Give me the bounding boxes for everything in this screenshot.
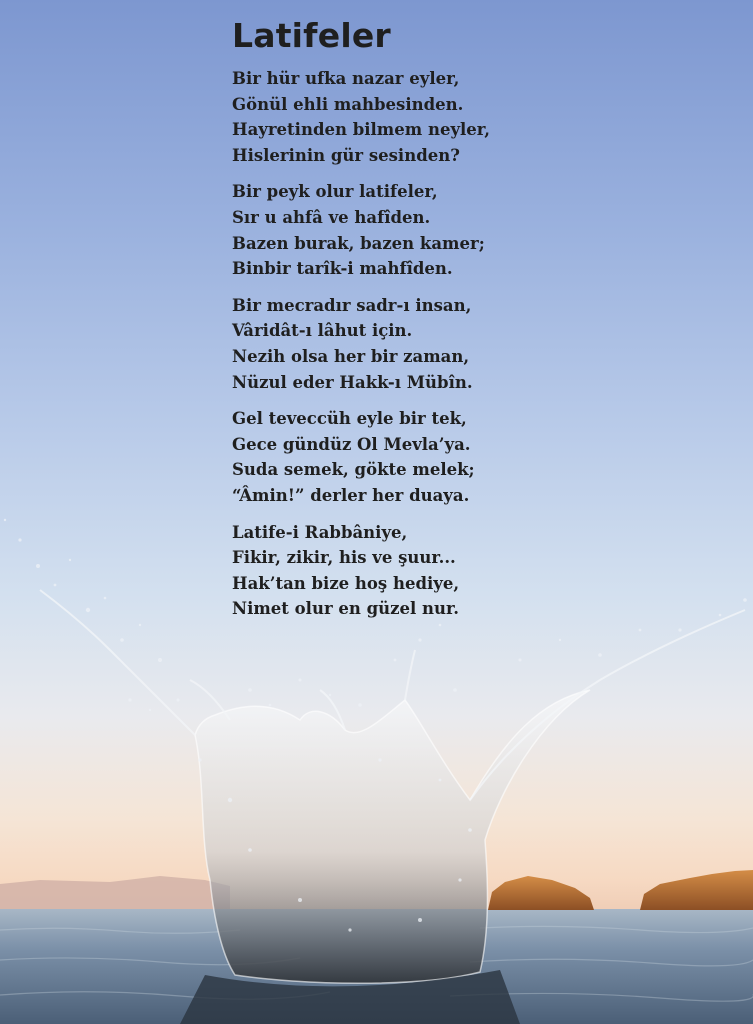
poem [232, 16, 572, 633]
stanza-2 [232, 179, 572, 281]
stanza-5 [232, 520, 572, 622]
poem-line: Bir hür ufka nazar eyler, [232, 69, 460, 88]
poem-line: Sır u ahfâ ve hafîden. [232, 207, 431, 227]
poem-line: Nezih olsa her bir zaman, [232, 346, 470, 366]
poem-line: Nüzul eder Hakk-ı Mübîn. [232, 372, 473, 392]
stanza-3 [232, 293, 572, 395]
poem-line: Fikir, zikir, his ve şuur... [232, 548, 456, 568]
poem-line: Latife-i Rabbâniye, [232, 522, 408, 542]
poem-line: Binbir tarîk-i mahfîden. [232, 259, 453, 279]
poem-line: Bir mecradır sadr-ı insan, [232, 295, 472, 315]
poem-line: Suda semek, gökte melek; [232, 460, 475, 480]
poem-line: Hayretinden bilmem neyler, [232, 120, 491, 140]
stanza-4 [232, 406, 572, 508]
poem-line: Vâridât-ı lâhut için. [232, 321, 413, 341]
poem-line: Hak’tan bize hoş hediye, [232, 573, 460, 593]
stanza-1 [232, 66, 572, 168]
poem-line: Hislerinin gür sesinden? [232, 145, 460, 165]
rocky-islet-right [640, 870, 753, 910]
poem-title: Latifeler [232, 16, 391, 55]
poem-line: Gece gündüz Ol Mevla’ya. [232, 434, 471, 454]
poem-line: Bazen burak, bazen kamer; [232, 233, 485, 253]
distant-mountains [0, 876, 230, 910]
poem-line: Bir peyk olur latifeler, [232, 182, 438, 202]
rocky-islet-left [488, 876, 594, 910]
poem-line: Nimet olur en güzel nur. [232, 599, 459, 619]
poem-line: “Âmin!” derler her duaya. [232, 485, 470, 505]
poem-line: Gönül ehli mahbesinden. [232, 94, 464, 114]
poem-line: Gel teveccüh eyle bir tek, [232, 409, 467, 429]
